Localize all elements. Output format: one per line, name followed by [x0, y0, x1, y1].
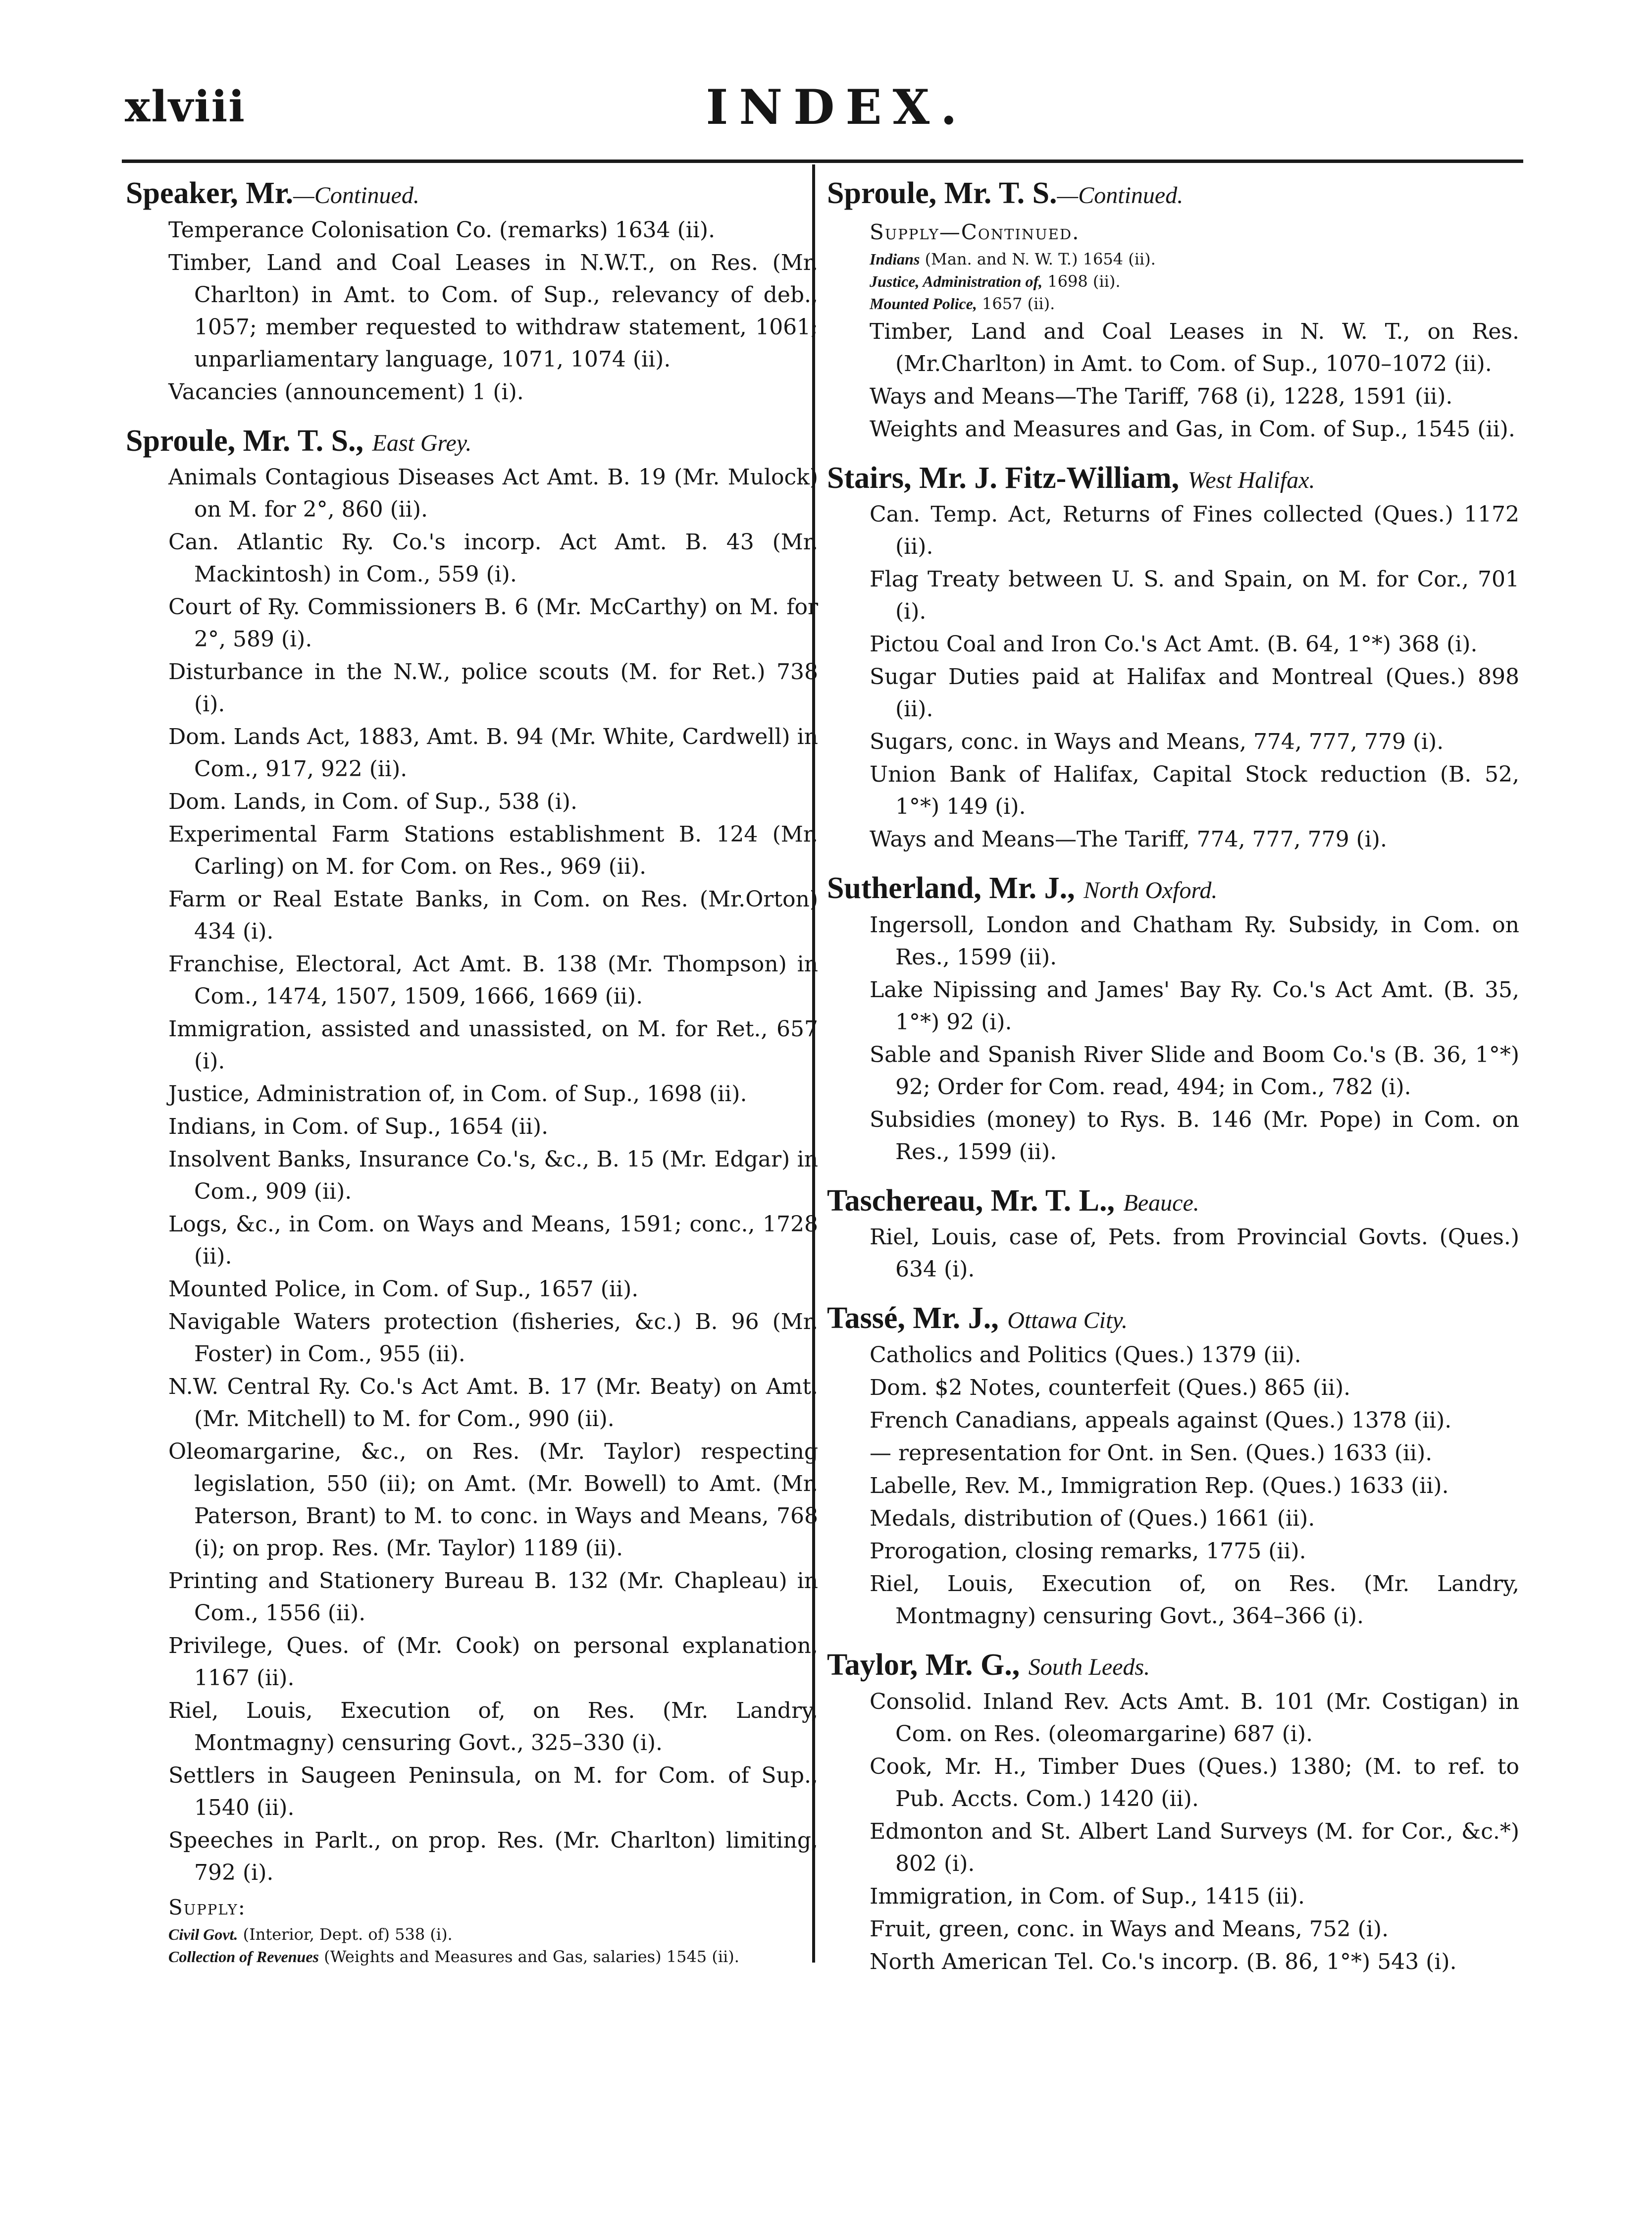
- index-subentry: Printing and Stationery Bureau B. 132 (Mr. Chapleau) in Com., 1556 (ii).: [168, 1568, 818, 1626]
- index-subentry: Lake Nipissing and James' Bay Ry. Co.'s Act Amt. (B. 35, 1°*) 92 (i).: [870, 977, 1519, 1035]
- index-subentry: Disturbance in the N.W., police scouts (M. for Ret.) 738 (i).: [168, 659, 818, 717]
- index-subentry: Riel, Louis, case of, Pets. from Provincial Govts. (Ques.) 634 (i).: [870, 1224, 1519, 1282]
- entry-heading: [125, 421, 818, 461]
- index-subentry: Consolid. Inland Rev. Acts Amt. B. 101 (Mr. Costigan) in Com. on Res. (oleomargarine) 687 (i).: [870, 1689, 1519, 1747]
- entry-name: Sproule, Mr. T. S.: [827, 176, 1057, 210]
- index-subentry: Privilege, Ques. of (Mr. Cook) on personal explanation, 1167 (ii).: [168, 1633, 818, 1691]
- index-entry-sproule: [125, 421, 818, 1969]
- supply-item-rest: (Interior, Dept. of) 538 (i).: [238, 1925, 453, 1944]
- index-subentry: Riel, Louis, Execution of, on Res. (Mr. Landry, Montmagny) censuring Govt., 325–330 (i).: [168, 1698, 818, 1756]
- entry-heading: [826, 1181, 1519, 1221]
- entry-name: Stairs, Mr. J. Fitz-William,: [827, 461, 1180, 495]
- page-title: INDEX.: [706, 79, 968, 135]
- supply-item: [826, 270, 1519, 293]
- entry-name: Taschereau, Mr. T. L.,: [827, 1183, 1115, 1218]
- supply-item-rest: (Weights and Measures and Gas, salaries) 1545 (ii).: [318, 1947, 739, 1967]
- index-subentry: Justice, Administration of, in Com. of Sup., 1698 (ii).: [168, 1081, 747, 1107]
- index-subentry: Animals Contagious Diseases Act Amt. B. 19 (Mr. Mulock) on M. for 2°, 860 (ii).: [168, 465, 818, 523]
- index-subentry: Logs, &c., in Com. on Ways and Means, 1591; conc., 1728 (ii).: [168, 1212, 818, 1270]
- index-subentry: Labelle, Rev. M., Immigration Rep. (Ques.) 1633 (ii).: [870, 1473, 1449, 1498]
- index-subentry: Ingersoll, London and Chatham Ry. Subsidy, in Com. on Res., 1599 (ii).: [870, 912, 1519, 970]
- index-subentry: Sugars, conc. in Ways and Means, 774, 777, 779 (i).: [870, 729, 1444, 755]
- entry-riding: East Grey.: [372, 429, 472, 456]
- index-subentry: Medals, distribution of (Ques.) 1661 (ii).: [870, 1505, 1315, 1531]
- index-subentry: Sugar Duties paid at Halifax and Montreal (Ques.) 898 (ii).: [870, 664, 1519, 722]
- index-subentry: Vacancies (announcement) 1 (i).: [168, 379, 524, 405]
- entry-continued: —Continued.: [1057, 182, 1184, 209]
- header-rule: [122, 160, 1523, 163]
- index-subentry: Flag Treaty between U. S. and Spain, on M. for Cor., 701 (i).: [870, 567, 1519, 625]
- index-subentry: Pictou Coal and Iron Co.'s Act Amt. (B. 64, 1°*) 368 (i).: [870, 632, 1478, 657]
- entry-riding: West Halifax.: [1187, 467, 1315, 493]
- page-number: xlviii: [125, 82, 246, 132]
- entry-name: Tassé, Mr. J.,: [827, 1301, 999, 1335]
- entry-continued: —Continued.: [293, 182, 419, 209]
- index-subentry: — representation for Ont. in Sen. (Ques.) 1633 (ii).: [870, 1440, 1433, 1466]
- supply-item-lead: Justice, Administration of,: [870, 272, 1043, 290]
- index-subentry: Edmonton and St. Albert Land Surveys (M. for Cor., &c.*) 802 (i).: [870, 1818, 1519, 1876]
- index-subentry: Dom. Lands Act, 1883, Amt. B. 94 (Mr. White, Cardwell) in Com., 917, 922 (ii).: [168, 724, 818, 782]
- index-subentry: Immigration, in Com. of Sup., 1415 (ii).: [870, 1883, 1305, 1909]
- index-entry-sutherland: [826, 868, 1519, 1168]
- index-subentry: French Canadians, appeals against (Ques.) 1378 (ii).: [870, 1407, 1452, 1433]
- index-entry-taylor: [826, 1645, 1519, 1978]
- index-entry-sproule-continued: [826, 173, 1519, 445]
- index-subentry: Experimental Farm Stations establishment B. 124 (Mr. Carling) on M. for Com. on Res., 969 (ii).: [168, 822, 818, 880]
- index-subentry: Can. Atlantic Ry. Co.'s incorp. Act Amt. B. 43 (Mr. Mackintosh) in Com., 559 (i).: [168, 530, 818, 587]
- entry-riding: North Oxford.: [1084, 877, 1218, 904]
- right-column: [826, 173, 1519, 1991]
- index-subentry: Insolvent Banks, Insurance Co.'s, &c., B. 15 (Mr. Edgar) in Com., 909 (ii).: [168, 1147, 818, 1205]
- entry-heading: [125, 173, 818, 213]
- supply-item-lead: Indians: [870, 250, 920, 268]
- supply-item: [826, 248, 1519, 270]
- entry-heading: [826, 458, 1519, 498]
- supply-label: Supply—Continued.: [870, 219, 1080, 244]
- supply-item-lead: Mounted Police,: [870, 294, 977, 313]
- entry-riding: Beauce.: [1123, 1189, 1199, 1216]
- index-subentry: Indians, in Com. of Sup., 1654 (ii).: [168, 1114, 549, 1140]
- supply-item-lead: Collection of Revenues: [168, 1948, 319, 1966]
- supply-item-rest: (Man. and N. W. T.) 1654 (ii).: [920, 249, 1156, 268]
- index-subentry: Riel, Louis, Execution of, on Res. (Mr. Landry, Montmagny) censuring Govt., 364–366 (i).: [870, 1571, 1519, 1629]
- entry-riding: Ottawa City.: [1007, 1307, 1128, 1334]
- entry-heading: [826, 1298, 1519, 1338]
- index-subentry: North American Tel. Co.'s incorp. (B. 86, 1°*) 543 (i).: [870, 1949, 1457, 1974]
- index-subentry: Union Bank of Halifax, Capital Stock reduction (B. 52, 1°*) 149 (i).: [870, 762, 1519, 820]
- index-subentry: Cook, Mr. H., Timber Dues (Ques.) 1380; (M. to ref. to Pub. Accts. Com.) 1420 (ii).: [870, 1754, 1519, 1811]
- index-subentry: Mounted Police, in Com. of Sup., 1657 (ii).: [168, 1277, 639, 1302]
- index-subentry: N.W. Central Ry. Co.'s Act Amt. B. 17 (Mr. Beaty) on Amt. (Mr. Mitchell) to M. for Com., 990 (ii).: [168, 1374, 818, 1432]
- entry-name: Taylor, Mr. G.,: [827, 1648, 1020, 1682]
- index-subentry: Immigration, assisted and unassisted, on M. for Ret., 657 (i).: [168, 1016, 818, 1074]
- index-subentry: Can. Temp. Act, Returns of Fines collected (Ques.) 1172 (ii).: [870, 502, 1519, 560]
- index-entry-taschereau: [826, 1181, 1519, 1286]
- index-subentry: Farm or Real Estate Banks, in Com. on Res. (Mr.Orton) 434 (i).: [168, 887, 818, 945]
- entry-heading: [826, 1645, 1519, 1685]
- index-subentry: Timber, Land and Coal Leases in N. W. T., on Res. (Mr.Charlton) in Amt. to Com. of Sup., 1070–1072 (ii).: [870, 319, 1519, 376]
- index-subentry: Oleomargarine, &c., on Res. (Mr. Taylor) respecting legislation, 550 (ii); on Amt. (Mr. Bowell) to Amt. (Mr. Paterson, Brant) to M. to conc. in Ways and Means, 768 (i); on prop. Res. (Mr. Taylor) 1189 (ii).: [168, 1439, 818, 1561]
- index-subentry: Subsidies (money) to Rys. B. 146 (Mr. Pope) in Com. on Res., 1599 (ii).: [870, 1107, 1519, 1165]
- supply-item: [125, 1923, 818, 1946]
- index-subentry: Timber, Land and Coal Leases in N.W.T., on Res. (Mr. Charlton) in Amt. to Com. of Sup., relevancy of deb., 1057; member requested to withdraw statement, 1061; unparliamentary language, 1071, 1074 (ii).: [168, 250, 818, 372]
- entry-heading: [826, 868, 1519, 908]
- supply-item: [125, 1946, 818, 1968]
- supply-label: Supply:: [168, 1895, 246, 1920]
- supply-item-lead: Civil Govt.: [168, 1925, 238, 1944]
- index-subentry: Court of Ry. Commissioners B. 6 (Mr. McCarthy) on M. for 2°, 589 (i).: [168, 594, 818, 652]
- index-subentry: Temperance Colonisation Co. (remarks) 1634 (ii).: [168, 217, 716, 243]
- left-column: [125, 173, 818, 1981]
- index-entry-stairs: [826, 458, 1519, 856]
- index-subentry: Ways and Means—The Tariff, 768 (i), 1228, 1591 (ii).: [870, 383, 1453, 409]
- index-subentry: Ways and Means—The Tariff, 774, 777, 779 (i).: [870, 827, 1387, 852]
- entry-name: Speaker, Mr.: [126, 176, 294, 210]
- index-subentry: Prorogation, closing remarks, 1775 (ii).: [870, 1538, 1306, 1564]
- index-entry-speaker: [125, 173, 818, 408]
- index-subentry: Weights and Measures and Gas, in Com. of Sup., 1545 (ii).: [870, 416, 1515, 442]
- entry-heading: [826, 173, 1519, 213]
- index-subentry: Fruit, green, conc. in Ways and Means, 752 (i).: [870, 1916, 1389, 1942]
- index-subentry: Dom. Lands, in Com. of Sup., 538 (i).: [168, 789, 577, 815]
- index-entry-tasse: [826, 1298, 1519, 1632]
- index-subentry: Settlers in Saugeen Peninsula, on M. for Com. of Sup., 1540 (ii).: [168, 1763, 818, 1821]
- index-subentry: Catholics and Politics (Ques.) 1379 (ii).: [870, 1342, 1301, 1368]
- supply-item: [826, 293, 1519, 315]
- entry-name: Sutherland, Mr. J.,: [827, 871, 1075, 905]
- entry-riding: South Leeds.: [1028, 1653, 1150, 1680]
- supply-item-rest: 1698 (ii).: [1042, 271, 1121, 291]
- index-subentry: Sable and Spanish River Slide and Boom Co.'s (B. 36, 1°*) 92; Order for Com. read, 494; in Com., 782 (i).: [870, 1042, 1519, 1100]
- supply-item-rest: 1657 (ii).: [977, 294, 1055, 313]
- index-subentry: Franchise, Electoral, Act Amt. B. 138 (Mr. Thompson) in Com., 1474, 1507, 1509, 1666, 1669 (ii).: [168, 952, 818, 1010]
- index-subentry: Dom. $2 Notes, counterfeit (Ques.) 865 (ii).: [870, 1375, 1351, 1400]
- entry-name: Sproule, Mr. T. S.,: [126, 424, 364, 458]
- index-subentry: Speeches in Parlt., on prop. Res. (Mr. Charlton) limiting, 792 (i).: [168, 1828, 818, 1886]
- index-subentry: Navigable Waters protection (fisheries, &c.) B. 96 (Mr. Foster) in Com., 955 (ii).: [168, 1309, 818, 1367]
